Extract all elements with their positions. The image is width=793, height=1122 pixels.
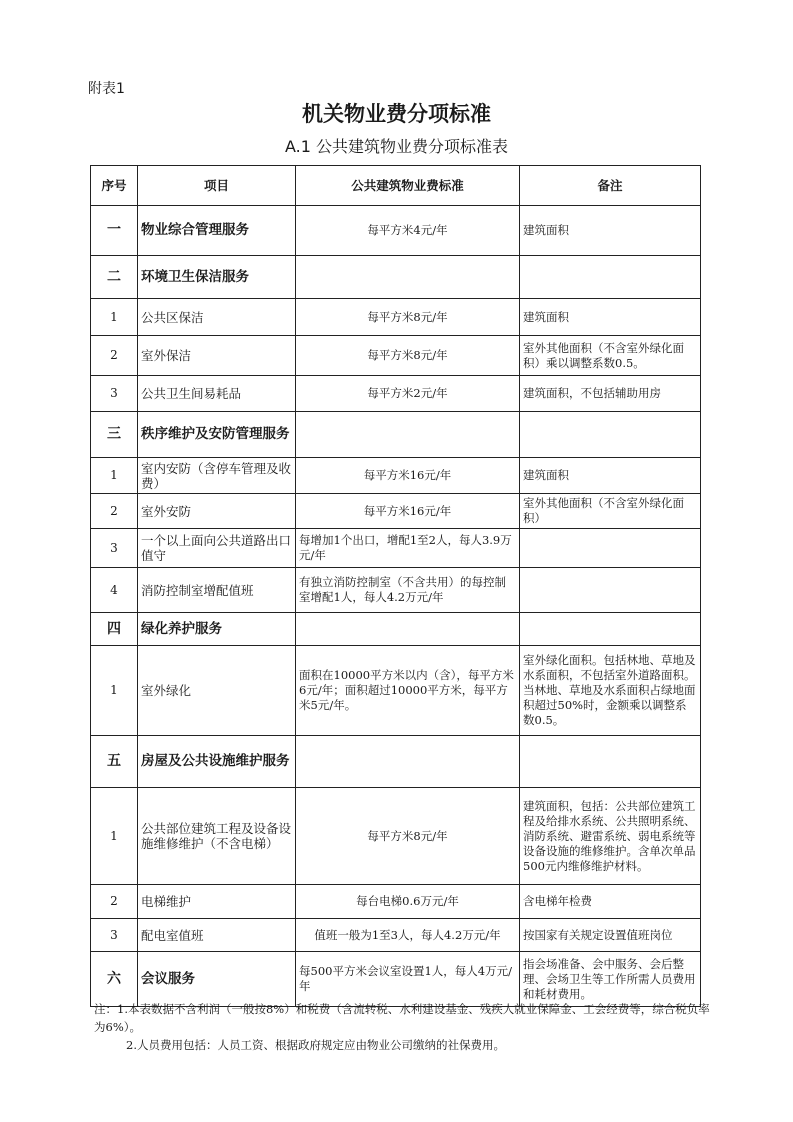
row-item: 电梯维护 [138, 885, 296, 919]
row-remark: 室外其他面积（不含室外绿化面积）乘以调整系数0.5。 [520, 336, 701, 376]
row-remark [520, 736, 701, 788]
header-remark: 备注 [520, 166, 701, 206]
table-row [91, 412, 701, 458]
row-standard: 每台电梯0.6万元/年 [296, 885, 520, 919]
row-standard [296, 613, 520, 646]
table-row [91, 458, 701, 494]
table-row [91, 568, 701, 613]
header-no: 序号 [91, 166, 138, 206]
table-row [91, 736, 701, 788]
note-1: 注：1.本表数据不含利润（一般按8%）和税费（含流转税、水利建设基金、残疾人就业保障金、工会经费等，综合税负率为6%）。 [94, 1002, 710, 1034]
row-no: 五 [91, 736, 138, 788]
note-2: 2.人员费用包括：人员工资、根据政府规定应由物业公司缴纳的社保费用。 [126, 1038, 505, 1052]
row-standard: 每平方米8元/年 [296, 336, 520, 376]
row-no: 2 [91, 336, 138, 376]
row-remark: 室外其他面积（不含室外绿化面积） [520, 494, 701, 529]
row-no: 二 [91, 256, 138, 299]
row-item: 会议服务 [138, 952, 296, 1007]
row-no: 1 [91, 458, 138, 494]
table-row [91, 613, 701, 646]
row-no: 六 [91, 952, 138, 1007]
row-remark: 建筑面积，不包括辅助用房 [520, 376, 701, 412]
header-item: 项目 [138, 166, 296, 206]
row-remark [520, 529, 701, 568]
table-row [91, 788, 701, 885]
row-standard: 每平方米2元/年 [296, 376, 520, 412]
table-row [91, 336, 701, 376]
table-row [91, 376, 701, 412]
row-item: 室外安防 [138, 494, 296, 529]
table-row [91, 299, 701, 336]
row-standard: 面积在10000平方米以内（含），每平方米6元/年；面积超过10000平方米，每平方米5元/年。 [296, 646, 520, 736]
row-standard: 每平方米16元/年 [296, 494, 520, 529]
row-remark [520, 412, 701, 458]
row-item: 室外保洁 [138, 336, 296, 376]
row-no: 一 [91, 206, 138, 256]
row-item: 室外绿化 [138, 646, 296, 736]
table-notes [94, 1000, 714, 1054]
row-remark [520, 613, 701, 646]
table-header-row [91, 166, 701, 206]
row-remark: 按国家有关规定设置值班岗位 [520, 919, 701, 952]
row-standard: 每平方米8元/年 [296, 299, 520, 336]
row-standard: 值班一般为1至3人，每人4.2万元/年 [296, 919, 520, 952]
row-standard [296, 412, 520, 458]
table-row [91, 885, 701, 919]
document-title: 机关物业费分项标准 [302, 102, 491, 126]
row-standard: 有独立消防控制室（不含共用）的每控制室增配1人，每人4.2万元/年 [296, 568, 520, 613]
row-item: 绿化养护服务 [138, 613, 296, 646]
header-standard: 公共建筑物业费标准 [296, 166, 520, 206]
row-standard: 每平方米16元/年 [296, 458, 520, 494]
row-no: 3 [91, 376, 138, 412]
table-row [91, 206, 701, 256]
row-item: 消防控制室增配值班 [138, 568, 296, 613]
row-item: 公共区保洁 [138, 299, 296, 336]
row-item: 配电室值班 [138, 919, 296, 952]
row-no: 2 [91, 494, 138, 529]
row-no: 3 [91, 919, 138, 952]
row-standard [296, 736, 520, 788]
table-row [91, 646, 701, 736]
row-no: 四 [91, 613, 138, 646]
row-no: 1 [91, 646, 138, 736]
row-remark [520, 568, 701, 613]
row-item: 房屋及公共设施维护服务 [138, 736, 296, 788]
row-item: 环境卫生保洁服务 [138, 256, 296, 299]
row-standard [296, 256, 520, 299]
row-item: 室内安防（含停车管理及收费） [138, 458, 296, 494]
row-remark: 室外绿化面积。包括林地、草地及水系面积，不包括室外道路面积。当林地、草地及水系面积占绿地面积超过50%时，金额乘以调整系数0.5。 [520, 646, 701, 736]
row-no: 1 [91, 299, 138, 336]
row-item: 公共部位建筑工程及设备设施维修维护（不含电梯） [138, 788, 296, 885]
row-no: 2 [91, 885, 138, 919]
row-no: 3 [91, 529, 138, 568]
row-remark: 建筑面积 [520, 458, 701, 494]
row-item: 一个以上面向公共道路出口值守 [138, 529, 296, 568]
appendix-label: 附表1 [88, 81, 125, 97]
table-row [91, 952, 701, 1007]
row-item: 物业综合管理服务 [138, 206, 296, 256]
row-remark: 建筑面积 [520, 206, 701, 256]
row-standard: 每平方米8元/年 [296, 788, 520, 885]
table-row [91, 529, 701, 568]
row-no: 三 [91, 412, 138, 458]
row-no: 4 [91, 568, 138, 613]
row-no: 1 [91, 788, 138, 885]
table-subtitle: A.1 公共建筑物业费分项标准表 [284, 137, 509, 156]
fee-standard-table [90, 165, 701, 1007]
table-row [91, 256, 701, 299]
row-remark [520, 256, 701, 299]
row-item: 公共卫生间易耗品 [138, 376, 296, 412]
row-item: 秩序维护及安防管理服务 [138, 412, 296, 458]
row-remark: 建筑面积 [520, 299, 701, 336]
row-standard: 每平方米4元/年 [296, 206, 520, 256]
row-standard: 每500平方米会议室设置1人，每人4万元/年 [296, 952, 520, 1007]
row-remark: 含电梯年检费 [520, 885, 701, 919]
row-standard: 每增加1个出口，增配1至2人，每人3.9万元/年 [296, 529, 520, 568]
row-remark: 建筑面积，包括：公共部位建筑工程及给排水系统、公共照明系统、消防系统、避雷系统、弱电系统等设备设施的维修维护。含单次单品500元内维修维护材料。 [520, 788, 701, 885]
table-row [91, 494, 701, 529]
row-remark: 指会场准备、会中服务、会后整理、会场卫生等工作所需人员费用和耗材费用。 [520, 952, 701, 1007]
table-row [91, 919, 701, 952]
